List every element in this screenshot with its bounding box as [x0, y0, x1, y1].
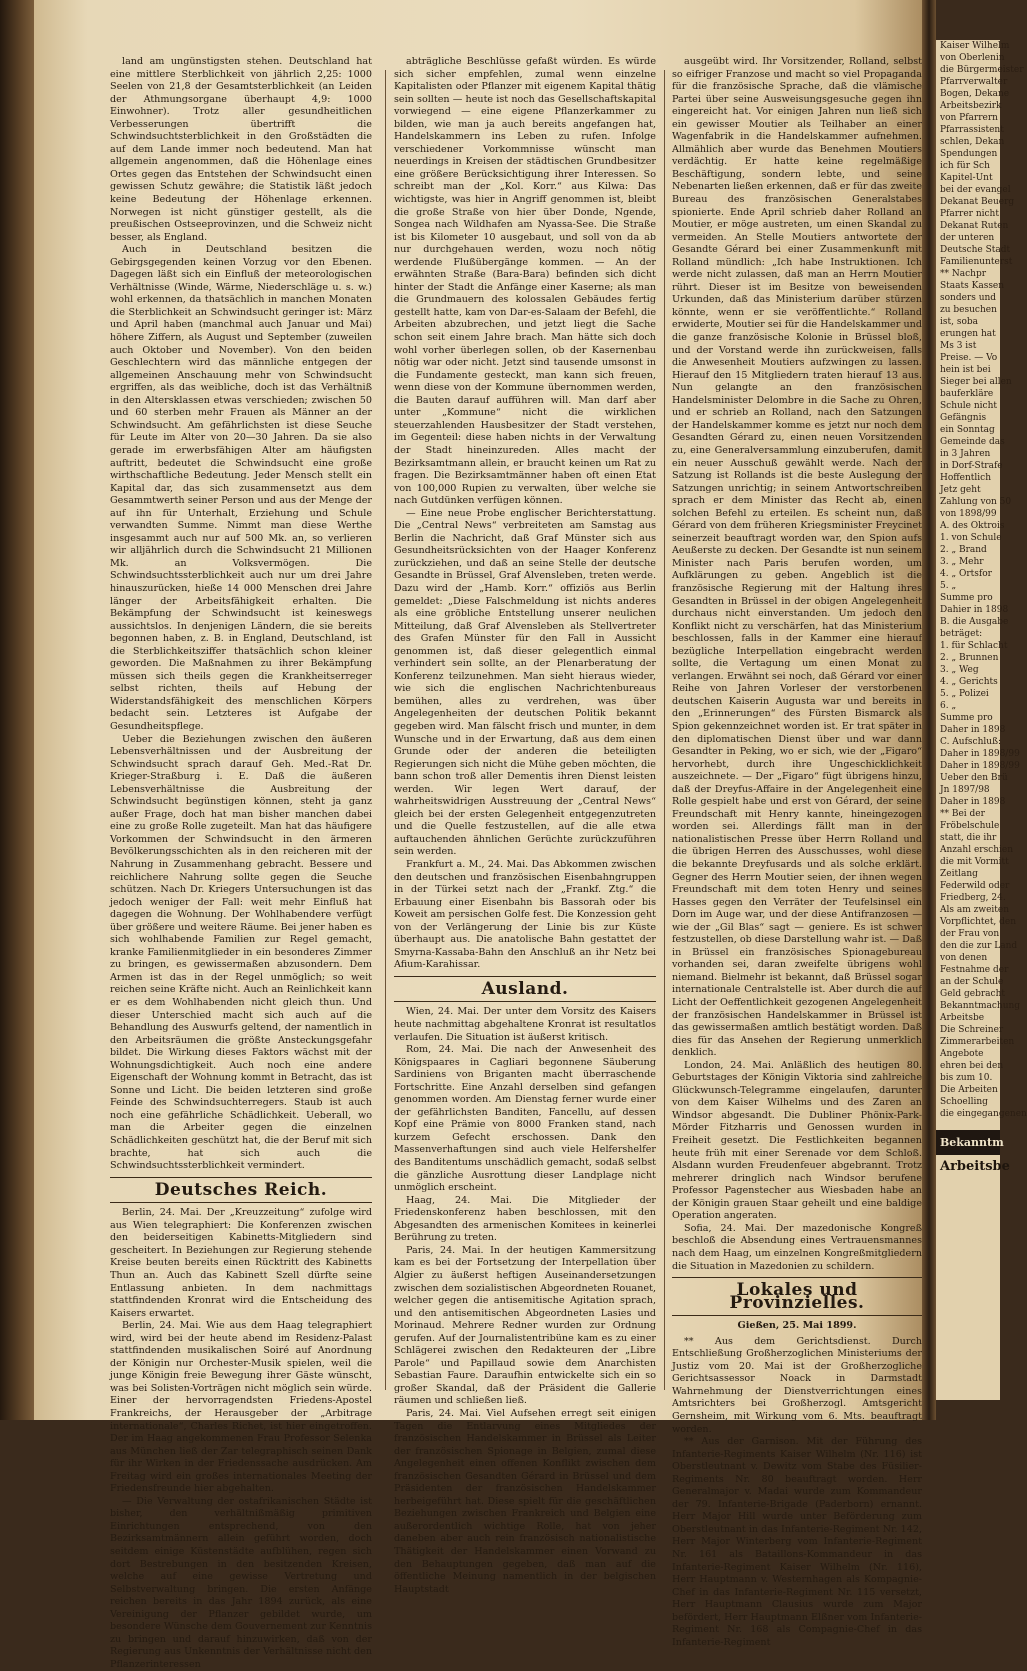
next-page-line: 3. „ Weg	[940, 665, 979, 675]
next-page-line: Jetz geht	[940, 485, 981, 495]
article-paragraph: Frankfurt a. M., 24. Mai. Das Abkommen zwischen den deutschen und französischen Eisenbahngruppen in der Türkei setzt nach der „Frankf. Ztg.“ die Erbauung einer Eisenbahn bis Bassorah oder bis Koweit am persischen Golfe fest. Die Konzession geht von der Verlängerung der Linie bis zur Küste überhaupt aus. Die anatolische Bahn gestattet der Smyrna-Kassaba-Bahn den Anschluß an ihr Netz bei Afium-Karahissar.	[394, 859, 656, 971]
next-page-line: statt, die ihr	[940, 833, 997, 843]
next-page-line: die mit Vormitt	[940, 857, 1009, 867]
next-page-line: Friedberg, 24.	[940, 893, 1006, 903]
next-page-line: Arbeitsbe	[940, 1013, 985, 1023]
next-page-line: schlen, Dekan	[940, 137, 1005, 147]
next-page-line: Jn 1897/98	[940, 785, 990, 795]
article-paragraph: ** Aus dem Gerichtsdienst. Durch Entschließung Großherzoglichen Ministeriums der Justiz vom 20. Mai ist der Großherzogliche Gerichtsassessor Noack in Darmstadt Wahrnehmung der Dienstverrichtungen eines Amtsrichters bei Großherzogl. Amtsgericht Gernsheim, mit Wirkung vom 6. Mts. beauftragt worden.	[672, 1335, 922, 1435]
article-paragraph: Paris, 24. Mai. Viel Aufsehen erregt seit einigen Tagen die Entlarvung eines Mitgliedes der französischen Handelskammer in Brüssel als Leiter der französischen Spionage in Belgien, zumal diese Angelegenheit einen offenen Konflikt zwischen dem französischen Gesandten Gérard in Brüssel und dem Präsidenten der französischen Handelskammer herbeigeführt hat. Diese spielt für die geschäftlichen Beziehungen zwischen Frankreich und Belgien eine außerordentlich wichtige Rolle, hat von jeher daneben aber auch rein französisch nationalistische Thätigkeit der Handelskammer einen Vorwand zu den Behauptungen gegeben, daß man auf die öffentliche Meinung namentlich in der belgischen Hauptstadt	[394, 1407, 656, 1595]
column-divider	[385, 70, 386, 1390]
section-rule	[672, 1315, 922, 1316]
next-page-line: Dekanat Ruten	[940, 221, 1009, 231]
next-page-line: bis zum 10.	[940, 1073, 993, 1083]
ad-heading: Bekanntm	[936, 1130, 1000, 1155]
section-rule	[394, 976, 656, 977]
article-paragraph: London, 24. Mai. Anläßlich des heutigen 80. Geburtstages der Königin Viktoria sind zahlreiche Glückwunsch-Telegramme eingelaufen, darunter von dem Kaiser Wilhelms und des Zaren an Windsor abgesandt. Die Dubliner Phönix-Park-Mörder Fitzharris und Genossen wurden in Freiheit gesetzt. Die Festlichkeiten begannen heute früh mit einer Serenade vor dem Schloß. Alsdann wurden Freudenfeuer abgebrannt. Trotz mehrerer dringlich nach Windsor berufene Professor Pagenstecher aus Wiesbaden habe an der Königin grauen Staar geheilt und eine baldige Operation angeraten.	[672, 1059, 922, 1222]
article-paragraph: abträgliche Beschlüsse gefaßt würden. Es würde sich sicher empfehlen, zumal wenn einzelne Kapitalisten oder Pflanzer mit eigenem Kapital thätig sein sollten — heute ist noch das Gesellschaftskapital vorwiegend — eine eigene Pflanzerkammer zu bilden, wie man ja auch bereits angefangen hat, Handelskammern ins Leben zu rufen. Infolge verschiedener Vorkommnisse wünscht man neuerdings in Kreisen der städtischen Grundbesitzer eine größere Berücksichtigung ihrer Interessen. So schreibt man der „Kol. Korr.“ aus Kilwa: Das wichtigste, was hier in Angriff genommen ist, bleibt die große Straße von hier über Donde, Ngende, Songea nach Wildhafen am Nyassa-See. Die Straße ist bis Kilometer 10 ausgebaut, und soll von da ab nur durchgehauen werden, wozu noch nötig werdende Flußübergänge kommen. — An der erwähnten Straße (Bara-Bara) befinden sich dicht hinter der Stadt die Anfänge einer Kaserne; als man die Grundmauern des kolossalen Gebäudes fertig gestellt hatte, kam von Dar-es-Salaam der Befehl, die Arbeiten abzubrechen, und jetzt liegt die Sache schon seit einem Jahre brach. Man hätte sich doch wohl vorher überlegen sollen, ob der Kasernenbau nötig war oder nicht. Jetzt sind tausende umsonst in die Fundamente gesteckt, man kann sich freuen, wenn diese von der Kommune übernommen werden, die Bauten darauf aufführen will. Man darf aber unter „Kommune“ nicht die wirklichen steuerzahlenden Hausbesitzer der Stadt verstehen, im Gegenteil: diese haben nichts in der Verwaltung der Stadt hineinzureden. Alles macht der Bezirksamtmann allein, er braucht keinen um Rat zu fragen. Die Bezirksamtmänner haben oft einen Etat von 100,000 Rupien zu verwalten, über welche sie nach Gutdünken verfügen können.	[394, 56, 656, 507]
book-spine	[0, 0, 34, 1420]
next-page-line: von Pfarrern	[940, 113, 998, 123]
article-paragraph: ** Aus der Garnison. Mit der Führung des Infanterie-Regiments Kaiser Wilhelm (Nr. 116) ist Oberstleutnant v. Dewitz vom Stabe des Füsilier-Regiments Nr. 80 beauftragt worden. Herr Generalmajor v. Madai wurde zum Kommandeur der 79. Infanterie-Brigade (Paderborn) ernannt. Herr Major Hill wurde unter Beförderung zum Oberstleutnant in das Infanterie-Regiment Nr. 142, Herr Major Winterberg vom Infanterie-Regiment Nr. 161 als Bataillons-Kommandeur in das Infanterie-Regiment Kaiser Wilhelm (Nr. 116), Herr Hauptmann v. Westernhagen als Kompagnie-Chef in das Infanterie-Regiment Nr. 115 versetzt, Herr Hauptmann Clausius wurde zum Major befördert, Herr Hauptmann Elßner vom Infanterie-Regiment Nr. 168 als Compagnie-Chef in das Infanterie-Regiment	[672, 1436, 922, 1648]
next-page-line: Sieger bei allen	[940, 377, 1012, 387]
column-divider	[664, 70, 665, 1390]
next-page-line: ehren bei den	[940, 1061, 1004, 1071]
next-page-line: Pfarrassistent	[940, 125, 1004, 135]
next-page-line: A. des Oktrois	[940, 521, 1005, 531]
next-page-line: der Frau von	[940, 929, 1000, 939]
next-page-line: von denen	[940, 953, 988, 963]
next-page-line: Ms 3 ist	[940, 341, 977, 351]
next-page-line: Gefängnis	[940, 413, 987, 423]
article-paragraph: Berlin, 24. Mai. Wie aus dem Haag telegraphiert wird, wird bei der heute abend im Residenz-Palast stattfindenden musikalischen Soiré auf Anordnung der Königin nur Orchester-Musik spielen, weil die junge Königin freie Bewegung ihrer Gäste wünscht, was bei Solisten-Vorträgen nicht möglich sein würde. Einer der hervorragendsten Friedens-Apostel Frankreichs, der Herausgeber der „Arbitrage internationale“, Charles Richet, ist hier eingetroffen. Der im Haag angekommenen Frau Professor Selenka aus München ließ der Zar telegraphisch seinen Dank für ihr Wirken in der Friedenssache ausdrücken. Am Freitag wird ein großes internationales Meeting der Friedensfreunde hier abgehalten.	[110, 1320, 372, 1495]
article-paragraph: — Die Verwaltung der ostafrikanischen Städte ist bisher, den verhältnißmäßig primitiven Einrichtungen entsprechend, von den Bezirksamtmännern allein geführt worden, doch seitdem einige Küstenstädte aufblühen, regen sich dort Bestrebungen in den besitzenden Kreisen, welche auf eine gewisse Vertretung und Selbstverwaltung bringen. Die ersten Anfänge reichen bereits in das Jahr 1894 zurück, als eine Vereinigung der Pflanzer gebildet wurde, um besondere Wünsche dem Gouvernement zur Kenntnis zu bringen und darauf hinzuwirken, daß von der Regierung aus Unkenntnis der Verhältnisse nicht den Pflanzerinteressen	[110, 1495, 372, 1670]
next-page-line: Summe pro	[940, 593, 993, 603]
section-title-lokales: Lokales und Provinzielles.	[729, 1280, 865, 1313]
article-paragraph: Paris, 24. Mai. In der heutigen Kammersitzung kam es bei der Fortsetzung der Interpellation über Algier zu äußerst heftigen Auseinandersetzungen zwischen dem sozialistischen Abgeordneten Rouanet, welcher gegen die antisemitische Agitation sprach, und den antisemitischen Abgeordneten Lasies und Morinaud. Mehrere Redner wurden zur Ordnung gerufen. Auf der Journalistentribüne kam es zu einer Schlägerei zwischen den Redakteuren der „Libre Parole“ und Papillaud sowie dem Anarchisten Sebastian Faure. Daraufhin entwickelte sich ein so großer Skandal, daß der Präsident die Gallerie räumen und schließen ließ.	[394, 1244, 656, 1407]
next-page-line: Gemeinde das	[940, 437, 1005, 447]
next-page-line: Daher in 1898/99	[940, 761, 1020, 771]
dateline: Gießen, 25. Mai 1899.	[737, 1320, 857, 1332]
next-page-line: Daher in 1898	[940, 725, 1006, 735]
next-page-line: C. Aufschluß:	[940, 737, 1002, 747]
section-title-ausland: Ausland.	[481, 978, 569, 999]
next-page-line: Staats Kassen	[940, 281, 1005, 291]
next-page-line: Geld gebracht	[940, 989, 1005, 999]
article-paragraph: Wien, 24. Mai. Der unter dem Vorsitz des Kaisers heute nachmittag abgehaltene Kronrat ist resultatlos verlaufen. Die Situation ist äußerst kritisch.	[394, 1006, 656, 1043]
section-rule	[672, 1277, 922, 1278]
section-rule	[110, 1177, 372, 1178]
next-page-line: 4. „ Gerichts	[940, 677, 998, 687]
next-page-line: Dahier in 1898	[940, 605, 1009, 615]
next-page-line: hein ist bei	[940, 365, 991, 375]
next-page-line: zu besuchen	[940, 305, 997, 315]
article-paragraph: Ueber die Beziehungen zwischen den äußeren Lebensverhältnissen und der Ausbreitung der Schwindsucht sprach darauf Geh. Med.-Rat Dr. Krieger-Straßburg i. E. Daß die äußeren Lebensverhältnisse die Ausbreitung der Schwindsucht begünstigen können, steht ja ganz außer Frage, doch hat man bisher manchen dabei eine zu große Rolle zugeteilt. Man hat das häufigere Vorkommen der Schwindsucht in den ärmeren Bevölkerungsschichten als in den reicheren mit der Nahrung in Zusammenhang gebracht. Bessere und reichlichere Nahrung sollte gegen die Seuche schützen. Nach Dr. Kriegers Untersuchungen ist das jedoch weniger der Fall: weit mehr Einfluß hat dagegen die Wohnung. Der Wohlhabendere verfügt über größere und weitere Räume. Bei jener haben es sich wohlhabende Familien zur Regel gemacht, kranke Familienmitglieder in ein besonderes Zimmer zu bringen, es gewissermaßen abzusondern. Dem Armen ist das in der Regel unmöglich; so weit reichen seine Kräfte nicht. Auch an Reinlichkeit kann er es dem Wohlhabenden nicht gleich thun. Und dieser Unterschied macht sich auch auf die Behandlung des Auswurfs geltend, der namentlich in den Arbeitsräumen die größte Ansteckungsgefahr bildet. Die Wirkung dieses Faktors wächst mit der Wohnungsdichtigkeit. Auch noch eine andere Eigenschaft der Wohnung kommt in Betracht, das ist Sonne und Licht. Die beiden letzteren sind große Feinde des Schwindsuchterregers. Staub ist auch noch eine gefährliche Schädlichkeit. Ueberall, wo man die Arbeiter gegen die einzelnen Schädlichkeiten geschützt hat, die der Beruf mit sich brachte, hat sich auch die Schwindsuchtssterblichkeit vermindert.	[110, 733, 372, 1172]
next-page-line: Angebote	[940, 1049, 984, 1059]
next-page-line: den die zur Land	[940, 941, 1018, 951]
next-page-line: Fröbelschule	[940, 821, 1000, 831]
page-gutter	[922, 0, 936, 1420]
article-paragraph: Auch in Deutschland besitzen die Gebirgsgegenden keinen Vorzug vor den Ebenen. Dagegen läßt sich ein Einfluß der meteorologischen Verhältnisse (Winde, Wärme, Niederschläge u. s. w.) wohl erkennen, da thatsächlich in manchen Monaten die Sterblichkeit an Schwindsucht geringer ist: März und April haben (manchmal auch Januar und Mai) höhere Ziffern, als August und September (zuweilen auch Oktober und November). Von den beiden Geschlechtern wird das männliche entgegen der allgemeinen Anschauung mehr von Schwindsucht ergriffen, als das weibliche, doch ist das Verhältniß in den Altersklassen etwas verschieden; zwischen 50 und 60 sterben mehr Frauen als Männer an der Schwindsucht. Am gefährlichsten ist diese Seuche für Leute im Alter von 20—30 Jahren. Da sie also gerade im erwerbsfähigen Alter am häufigsten auftritt, bedeutet die Schwindsucht eine große wirthschaftliche Bedeutung. Jeder Mensch stellt ein Kapital dar, das sich zusammensetzt aus dem Gesammtwerth seiner Person und aus der Menge der auf ihn für Unterhalt, Erziehung und Schule verwandten Summe. Nimmt man diese Werthe insgesammt auch nur auf 500 Mk. an, so verlieren wir alljährlich durch die Schwindsucht 21 Millionen Mk. an Volksvermögen. Die Schwindsuchtssterblichkeit auch nur um drei Jahre hinauszurücken, hieße 14 000 Menschen drei Jahre länger der Arbeitsfähigkeit erhalten. Die Bekämpfung der Schwindsucht ist keineswegs aussichtslos. In denjenigen Ländern, die sie bereits begonnen haben, z. B. in England, Deutschland, ist die Sterblichkeitsziffer thatsächlich schon kleiner geworden. Die Maßnahmen zu ihrer Bekämpfung müssen sich theils gegen die Krankheitserreger selbst richten, theils auf Hebung der Widerstandsfähigkeit des menschlichen Körpers bedacht sein. Letzteres ist Aufgabe der Gesundheitspflege.	[110, 244, 372, 732]
next-page-line: 3. „ Mehr	[940, 557, 984, 567]
article-paragraph: — Eine neue Probe englischer Berichterstattung. Die „Central News“ verbreiteten am Samstag aus Berlin die Nachricht, daß Graf Münster sich aus Gesundheitsrücksichten von der Haager Konferenz zurückziehen, und daß an seine Stelle der deutsche Gesandte in Brüssel, Graf Alvensleben, treten werde. Dazu wird der „Hamb. Korr.“ offiziös aus Berlin gemeldet: „Diese Falschmeldung ist nichts anderes als eine gröbliche Entstellung unserer neulichen Mitteilung, daß Graf Alvensleben als Stellvertreter des Grafen Münster für den Fall in Aussicht genommen ist, daß dieser gelegentlich einmal verhindert sein sollte, an der Plenarberatung der Konferenz teilzunehmen. Man sieht hieraus wieder, wie sich die englischen Nachrichtenbureaus bemühen, alles zu verdrehen, was über Angelegenheiten der deutschen Politik bekannt gegeben wird. Man fälscht frisch und munter, in dem Wunsche und in der Erwartung, daß aus dem einen Grunde oder der anderen die beteiligten Regierungen sich nicht die Mühe geben möchten, die bann schon troß aller Dementis ihren Dienst leisten werden. Wir legen Wert darauf, der wahrheitswidrigen Ausstreuung der „Central News“ gleich bei der ersten Gelegenheit entgegenzutreten und die Quelle festzustellen, auf die alle etwa auftauchenden ähnlichen Gerüchte zurückzuführen sein werden.	[394, 507, 656, 858]
next-page-line: bauferkläre	[940, 389, 994, 399]
article-paragraph: ausgeübt wird. Ihr Vorsitzender, Rolland, selbst so eifriger Franzose und macht so viel Propaganda für die französische Sprache, daß die vlämische Partei über seine Ausweisungsgesuche gegen ihn eingereicht hat. Vor einigen Jahren nun ließ sich ein gewisser Moutier als Teilhaber an einer Wagenfabrik in die Handelskammer aufnehmen. Allmählich aber wurde das Benehmen Moutiers verdächtig. Er hatte keine regelmäßige Beschäftigung, sondern lebte, und seine Nebenarten ließen erkennen, daß er für das zweite Bureau des französischen Generalstabes spionierte. Ende April schrieb daher Rolland an Moutier, er möge austreten, um einen Skandal zu vermeiden. An Stelle Moutiers antwortete der Gesandte Gérard bei einer Zusammenkunft mit Rolland mündlich: „Ich habe Instruktionen. Ich werde nicht zulassen, daß man an Herrn Moutier rührt. Dieser ist im Besitze von beweisenden Urkunden, daß das Ministerium darüber stürzen könnte, wenn er sie veröffentlichte.“ Rolland erwiderte, Moutier sei für die Handelskammer und die ganze französische Kolonie in Brüssel bloß, und der Vorstand werde ihn zurückweisen, falls die Anwesenheit Moutiers aufzwingen zu lassen. Hierauf den 15 Mitgliedern traten hierauf 13 aus. Nun gelangte an den französischen Handelsminister Delombre in die Sache zu Ohren, und er schrieb an Rolland, nach den Satzungen der Handelskammer komme es jetzt nur noch dem Gesandten Gérard zu, einen neuen Vorsitzenden zu, eine Generalversammlung einzuberufen, damit ein neuer Ausschuß gewählt werde. Nach der Satzung ist Rollands ist die beste Auslegung der Satzungen unrichtig; in seinem Antwortschreiben sprach er dem Minister das Recht ab, einen solchen Befehl zu erteilen. Es scheint nun, daß Gérard von dem früheren Kriegsminister Freycinet seinerzeit beauftragt worden war, den Spion aufs Aeußerste zu decken. Der Gesandte ist nun seinem Minister nach Paris berufen worden, um Aufklärungen zu geben. Angeblich ist die französische Regierung mit der Haltung ihres Gesandten in Brüssel in der obigen Angelegenheit durchaus nicht einverstanden. Um jedoch den Konflikt nicht zu verschärfen, hat das Ministerium beschlossen, falls in der Kammer eine hierauf bezügliche Interpellation eingebracht werden sollte, die Vertagung um einen Monat zu verlangen. Erwähnt sei noch, daß Gérard vor einer Reihe von Jahren Vorleser der verstorbenen deutschen Kaiserin Augusta war und bereits in den „Erinnerungen“ des Fürsten Bismarck als Spion gekennzeichnet worden ist. Er trat später in den diplomatischen Dienst über und war dann Gesandter in Peking, wo er sich, wie der „Figaro“ hervorhebt, durch ihre Ungeschicklichkeit auszeichnete. — Der „Figaro“ fügt übrigens hinzu, daß der Dreyfus-Affaire in der Angelegenheit eine Rolle gespielt habe und erst von Gérard, der seine Freundschaft mit Henry kannte, hineingezogen worden sei. Allerdings fällt man in der nationalistischen Presse über Herrn Rolland und die übrigen Herren des Ausschusses, wohl diese die bekannte Dreyfusards und als solche erklärt. Gegner des Herrn Moutier seien, der ihnen wegen Freundschaft mit dem toten Henry und seines Hasses gegen den Verräter der Teufelsinsel ein Dorn im Auge war, und der diese Antifranzosen — wie der „Gil Blas“ sagt — geniere. Es ist schwer festzustellen, ob diese Darstellung wahr ist. — Daß in Brüssel ein französisches Spionagebureau vorhanden sei, daran zweifelte übrigens wohl niemand. Bielmehr ist bekannt, daß Brüssel sogar internationale Centralstelle ist. Aber durch die auf Licht der Oeffentlichkeit gezogenen Angelegenheit der französischen Handelskammer in Brüssel ist das gewissermaßen amtlich bestätigt worden. Daß dies für das Ansehen der Regierung unmerklich denklich.	[672, 56, 922, 1059]
next-page-line: bei der evangel	[940, 185, 1011, 195]
next-page-line: von 1898/99	[940, 509, 997, 519]
next-page-line: 5. „	[940, 581, 957, 591]
next-page-line: Summe pro	[940, 713, 993, 723]
next-page-line: Als am zweiten	[940, 905, 1010, 915]
next-page-line: Federwild oder	[940, 881, 1010, 891]
next-page-line: Bekanntmachung	[940, 1001, 1021, 1011]
next-page-line: Spendungen	[940, 149, 998, 159]
next-page-line: Schule nicht	[940, 401, 997, 411]
next-page-line: sonders und	[940, 293, 997, 303]
column-3	[672, 56, 922, 1648]
next-page-line: Bogen, Dekane	[940, 89, 1010, 99]
next-page-line: B. die Ausgabe	[940, 617, 1009, 627]
next-page-line: Preise. — Vo	[940, 353, 998, 363]
next-page-line: 4. „ Ortsfor	[940, 569, 992, 579]
next-page-line: ** Nachpr	[940, 269, 987, 279]
next-page-line: Zimmerarbeiten	[940, 1037, 1015, 1047]
next-page-line: in Dorf-Strafe	[940, 461, 1003, 471]
next-page-line: in 3 Jahren	[940, 449, 991, 459]
next-page-line: beträget:	[940, 629, 983, 639]
article-paragraph: Haag, 24. Mai. Die Mitglieder der Friedenskonferenz haben beschlossen, mit den Abgesandten des armenischen Komitees in keinerlei Berührung zu treten.	[394, 1194, 656, 1244]
next-page-line: der unteren	[940, 233, 995, 243]
article-paragraph: land am ungünstigsten stehen. Deutschland hat eine mittlere Sterblichkeit von jährlich 2,25: 1000 Seelen von 21,8 der Gesamtsterblichkeit (an Leiden der Athmungsorgane überhaupt 4,9: 1000 Einwohner). Trotz aller gesundheitlichen Verbesserungen übertrifft die Schwindsuchtsterblichkeit in den Großstädten die auf dem Lande immer noch bedeutend. Man hat allgemein angenommen, daß die Höhenlage eines Ortes gegen das Entstehen der Schwindsucht einen gewissen Schutz gewähre; die Statistik läßt jedoch keine Bedeutung der Höhenlage erkennen. Norwegen ist nicht günstiger gestellt, als die preußischen Ostseeprovinzen, und die Schweiz nicht besser, als England.	[110, 56, 372, 243]
next-page-line: 1. für Schlacht	[940, 641, 1008, 651]
column-2	[394, 56, 656, 1595]
next-page-line: Dekanat Beuerg	[940, 197, 1015, 207]
next-page-line: Hoffentlich	[940, 473, 991, 483]
next-page-line: die eingegangenen	[940, 1109, 1027, 1119]
next-page-line: Zeitlang	[940, 869, 978, 879]
next-page-line: von Oberlenin	[940, 53, 1005, 63]
next-page-line: Arbeitsbezirk	[940, 101, 1002, 111]
next-page-line: die Bürgermeister	[940, 65, 1024, 75]
next-page-line: 6. „	[940, 701, 957, 711]
next-page-line: Festnahme der	[940, 965, 1009, 975]
next-page-line: 1. von Schule	[940, 533, 1002, 543]
column-1	[110, 56, 372, 1670]
next-page-line: Familienunterst	[940, 257, 1013, 267]
next-page-line: an der Schule	[940, 977, 1004, 987]
next-page-edge	[936, 40, 1027, 1400]
ad-subheading: Arbeitsbe	[940, 1159, 1010, 1174]
next-page-line: Kapitel-Unt	[940, 173, 993, 183]
next-page-line: Ueber den Brü	[940, 773, 1008, 783]
section-title-deutsches-reich: Deutsches Reich.	[154, 1179, 328, 1200]
next-page-line: Zahlung von 50	[940, 497, 1012, 507]
next-page-line: 2. „ Brand	[940, 545, 987, 555]
next-page-line: Daher in 1898/99	[940, 749, 1020, 759]
next-page-line: Schoelling	[940, 1097, 988, 1107]
next-page-line: erungen hat	[940, 329, 996, 339]
next-page-line: 5. „ Polizei	[940, 689, 989, 699]
next-page-line: Anzahl erschien	[940, 845, 1014, 855]
next-page-line: ist, soba	[940, 317, 978, 327]
next-page-line: ** Bei der	[940, 809, 985, 819]
article-paragraph: Sofia, 24. Mai. Der mazedonische Kongreß beschloß die Absendung eines Vertrauensmannes nach dem Haag, um einzelnen Kongreßmitgliedern die Situation in Mazedonien zu schildern.	[672, 1222, 922, 1272]
next-page-line: Die Arbeiten	[940, 1085, 998, 1095]
next-page-line: ein Sonntag	[940, 425, 995, 435]
next-page-line: ich für Sch	[940, 161, 990, 171]
next-page-line: Deutsche Stadt	[940, 245, 1011, 255]
article-paragraph: Berlin, 24. Mai. Der „Kreuzzeitung“ zufolge wird aus Wien telegraphiert: Die Konferenzen zwischen den beiderseitigen Kabinetts-Mitgliedern sind gescheitert. In Beziehungen zur Regierung stehende Kreise beuten bereits einen Rücktritt des Kabinetts Thun an. Auch das Kabinett Szell dürfte seine Entlassung anbieten. In dem nachmittags stattfindenden Kronrat wird die Entscheidung des Kaisers erwartet.	[110, 1207, 372, 1319]
next-page-line: Pfarrverwalter	[940, 77, 1008, 87]
next-page-line: Die Schreiner	[940, 1025, 1004, 1035]
next-page-line: Kaiser Wilhelm	[940, 41, 1010, 51]
next-page-line: Pfarrer nicht	[940, 209, 999, 219]
next-page-line: Daher in 1898	[940, 797, 1006, 807]
next-page-line: 2. „ Brunnen	[940, 653, 999, 663]
next-page-line: Vorpflichtet, den	[940, 917, 1017, 927]
article-paragraph: Rom, 24. Mai. Die nach der Anwesenheit des Königspaares in Cagliari begonnene Säuberung Sardiniens von Briganten macht überraschende Fortschritte. Eine Anzahl derselben sind gefangen genommen worden. Am Dienstag ferner wurde einer der gefährlichsten Banditen, Fancellu, auf dessen Kopf eine Prämie von 8000 Franken stand, nach kurzem Gefecht erschossen. Dank den Massenverhaftungen sind auch viele Helfershelfer des Banditentums unschädlich gemacht, sodaß selbst die gänzliche Ausrottung dieser Landplage nicht unmöglich erscheint.	[394, 1044, 656, 1194]
section-rule	[110, 1202, 372, 1203]
section-rule	[394, 1001, 656, 1002]
